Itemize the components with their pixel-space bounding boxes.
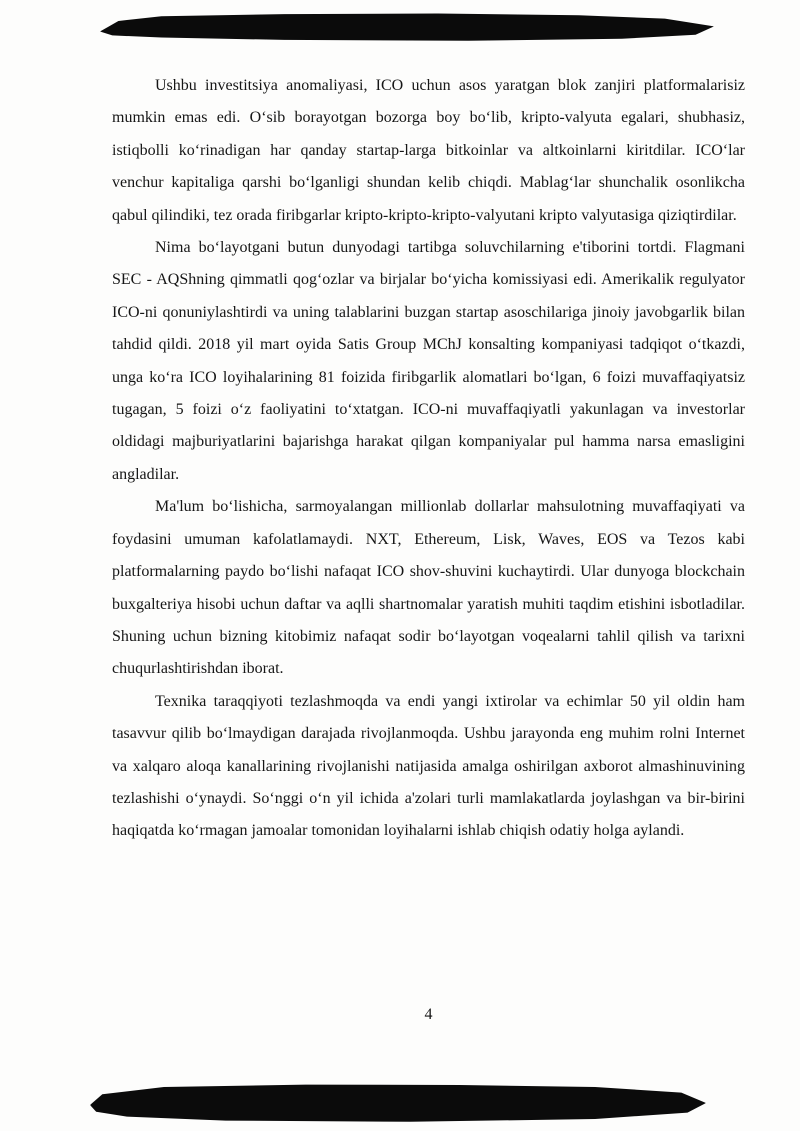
scan-artifact-bottom-bar: [90, 1083, 706, 1123]
page-number: 4: [424, 1006, 433, 1023]
paragraph-1: Ushbu investitsiya anomaliyasi, ICO uchun asos yaratgan blok zanjiri platformalarisiz mumkin emas edi. O‘sib borayotgan bozorga boy bo‘lib, kripto-valyuta egalari, shubhasiz, istiqbolli ko‘rinadigan har qanday startap-larga bitkoinlar va altkoinlarni kiritdilar. ICO‘lar venchur kapitaliga qarshi bo‘lganligi shundan kelib chiqdi. Mablag‘lar shunchalik osonlikcha qabul qilindiki, tez orada firibgarlar kripto-kripto-kripto-valyutani kripto valyutasiga qiziqtirdilar.: [112, 77, 745, 224]
scan-artifact-top-bar: [100, 12, 714, 42]
page-text-block: [112, 70, 745, 848]
paragraph-3: Ma'lum bo‘lishicha, sarmoyalangan millionlab dollarlar mahsulotning muvaffaqiyati va foydasini umuman kafolatlamaydi. NXT, Ethereum, Lisk, Waves, EOS va Tezos kabi platformalarning paydo bo‘lishi nafaqat ICO shov-shuvini kuchaytirdi. Ular dunyoga blockchain buxgalteriya hisobi uchun daftar va aqlli shartnomalar yaratish muhiti taqdim etishini isbotladilar. Shuning uchun bizning kitobimiz nafaqat sodir bo‘layotgan voqealarni tahlil qilish va tarixni chuqurlashtirishdan iborat.: [112, 498, 745, 678]
paragraph-4: Texnika taraqqiyoti tezlashmoqda va endi yangi ixtirolar va echimlar 50 yil oldin ham tasavvur qilib bo‘lmaydigan darajada rivojlanmoqda. Ushbu jarayonda eng muhim rolni Internet va xalqaro aloqa kanallarining rivojlanishi natijasida amalga oshirilgan axborot almashinuvining tezlashishi o‘ynaydi. So‘nggi o‘n yil ichida a'zolari turli mamlakatlarda joylashgan va bir-birini haqiqatda ko‘rmagan jamoalar tomonidan loyihalarni ishlab chiqish odatiy holga aylandi.: [112, 692, 745, 840]
paragraph-2: Nima bo‘layotgani butun dunyodagi tartibga soluvchilarning e'tiborini tortdi. Flagmani SEC - AQShning qimmatli qog‘ozlar va birjalar bo‘yicha komissiyasi edi. Amerikalik regulyator ICO-ni qonuniylashtirdi va uning talablarini buzgan startap asoschilariga jinoiy javobgarlik bilan tahdid qildi. 2018 yil mart oyida Satis Group MChJ konsalting kompaniyasi tadqiqot o‘tkazdi, unga ko‘ra ICO loyihalarining 81 foizida firibgarlik alomatlari bo‘lgan, 6 foizi muvaffaqiyatsiz tugagan, 5 foizi o‘z faoliyatini to‘xtatgan. ICO-ni muvaffaqiyatli yakunlagan va investorlar oldidagi majburiyatlarini bajarishga harakat qilgan kompaniyalar pul hamma narsa emasligini angladilar.: [112, 239, 745, 483]
